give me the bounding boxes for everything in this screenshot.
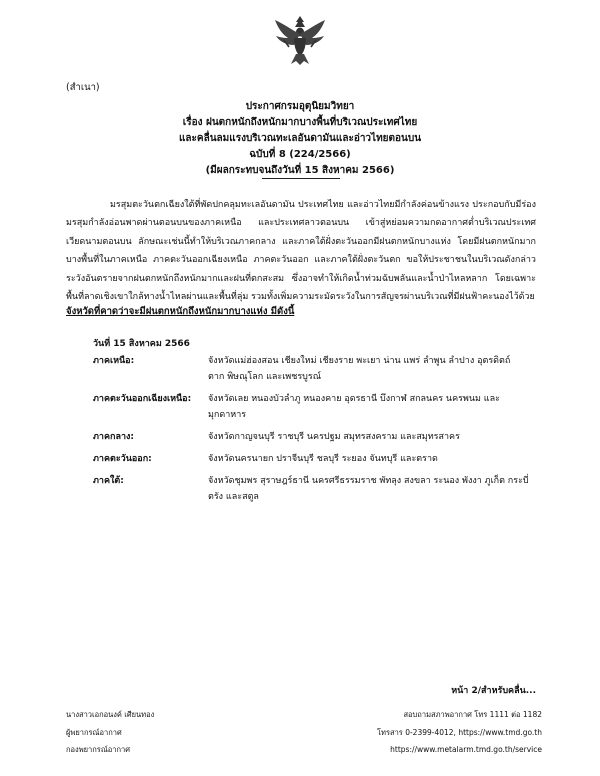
announcement-subject: เรื่อง ฝนตกหนักถึงหนักมากบางพื้นที่บริเวณประเทศไทย [182, 117, 418, 128]
announcement-issue-number: ฉบับที่ 8 (224/2566) [249, 149, 351, 160]
garuda-emblem-icon [272, 14, 328, 66]
region-row [93, 472, 529, 506]
copy-mark: (สำเนา) [66, 82, 100, 93]
heading-divider [262, 178, 340, 179]
contact-service-url: https://www.metalarm.tmd.go.th/service [390, 745, 542, 754]
announcement-subject-continued: และคลื่นลมแรงบริเวณทะเลอันดามันและอ่าวไทยตอนบน [178, 133, 422, 144]
announcement-effective-date: (มีผลกระทบจนถึงวันที่ 15 สิงหาคม 2566) [205, 165, 395, 176]
forecast-date: วันที่ 15 สิงหาคม 2566 [93, 339, 190, 349]
announcement-issuer: ประกาศกรมอุตุนิยมวิทยา [245, 101, 355, 112]
forecaster-name: นางสาวเอกอนงค์ เศียนทอง [66, 710, 155, 719]
forecaster-title: ผู้พยากรณ์อากาศ [66, 727, 122, 737]
section-title: จังหวัดที่คาดว่าจะมีฝนตกหนักถึงหนักมากบางแห่ง มีดังนี้ [66, 306, 295, 317]
region-provinces: จังหวัดชุมพร สุราษฎร์ธานี นครศรีธรรมราช พัทลุง สงขลา ระนอง พังงา ภูเก็ต กระบี่ ตรัง และสตูล [208, 476, 529, 502]
region-provinces: จังหวัดเลย หนองบัวลำภู หนองคาย อุดรธานี บึงกาฬ สกลนคร นครพนม และมุกดาหาร [208, 394, 500, 420]
region-provinces: จังหวัดนครนายก ปราจีนบุรี ชลบุรี ระยอง จันทบุรี และตราด [208, 454, 438, 464]
contact-fax-website: โทรสาร 0-2399-4012, https://www.tmd.go.th [377, 727, 542, 737]
region-row [93, 390, 529, 428]
next-page-note: หน้า 2/สำหรับคลื่น... [451, 686, 536, 696]
region-name: ภาคกลาง: [93, 432, 135, 442]
footer-contact [377, 706, 542, 759]
region-name: ภาคเหนือ: [93, 356, 135, 366]
region-provinces: จังหวัดแม่ฮ่องสอน เชียงใหม่ เชียงราย พะเยา น่าน แพร่ ลำพูน ลำปาง อุตรดิตถ์ ตาก พิษณุโลก และเพชรบูรณ์ [208, 356, 511, 382]
region-row [93, 428, 529, 450]
contact-phone: สอบถามสภาพอากาศ โทร 1111 ต่อ 1182 [403, 710, 542, 719]
forecaster-division: กองพยากรณ์อากาศ [66, 745, 131, 754]
region-provinces: จังหวัดกาญจนบุรี ราชบุรี นครปฐม สมุทรสงคราม และสมุทรสาคร [208, 432, 460, 442]
region-row [93, 450, 529, 472]
footer-signatory [66, 706, 154, 759]
region-table [93, 352, 529, 506]
region-row [93, 352, 529, 390]
intro-paragraph: มรสุมตะวันตกเฉียงใต้ที่พัดปกคลุมทะเลอันดามัน ประเทศไทย และอ่าวไทยมีกำลังค่อนข้างแรง ประกอบกับมีร่องมรสุมกำลังอ่อนพาดผ่านตอนบนของภาคเหนือ และประเทศลาวตอนบน เข้าสู่หย่อมความกดอากาศต่ำบริเวณประเทศเวียดนามตอนบน ลักษณะเช่นนี้ทำให้บริเวณภาคกลาง และภาคใต้ฝั่งตะวันออกมีฝนตกหนักบางแห่ง โดยมีฝนตกหนักมากบางพื้นที่ในภาคเหนือ ภาคตะวันออกเฉียงเหนือ ภาคตะวันออก และภาคใต้ฝั่งตะวันตก ขอให้ประชาชนในบริเวณดังกล่าวระวังอันตรายจากฝนตกหนักถึงหนักมากและฝนที่ตกสะสม ซึ่งอาจทำให้เกิดน้ำท่วมฉับพลันและน้ำป่าไหลหลาก โดยเฉพาะพื้นที่ลาดเชิงเขาใกล้ทางน้ำไหลผ่านและพื้นที่ลุ่ม รวมทั้งเพิ่มความระมัดระวังในการสัญจรผ่านบริเวณที่มีฝนฟ้าคะนองไว้ด้วย [66, 200, 536, 303]
region-name: ภาคตะวันออกเฉียงเหนือ: [93, 394, 192, 404]
region-name: ภาคตะวันออก: [93, 454, 152, 464]
region-name: ภาคใต้: [93, 476, 124, 486]
